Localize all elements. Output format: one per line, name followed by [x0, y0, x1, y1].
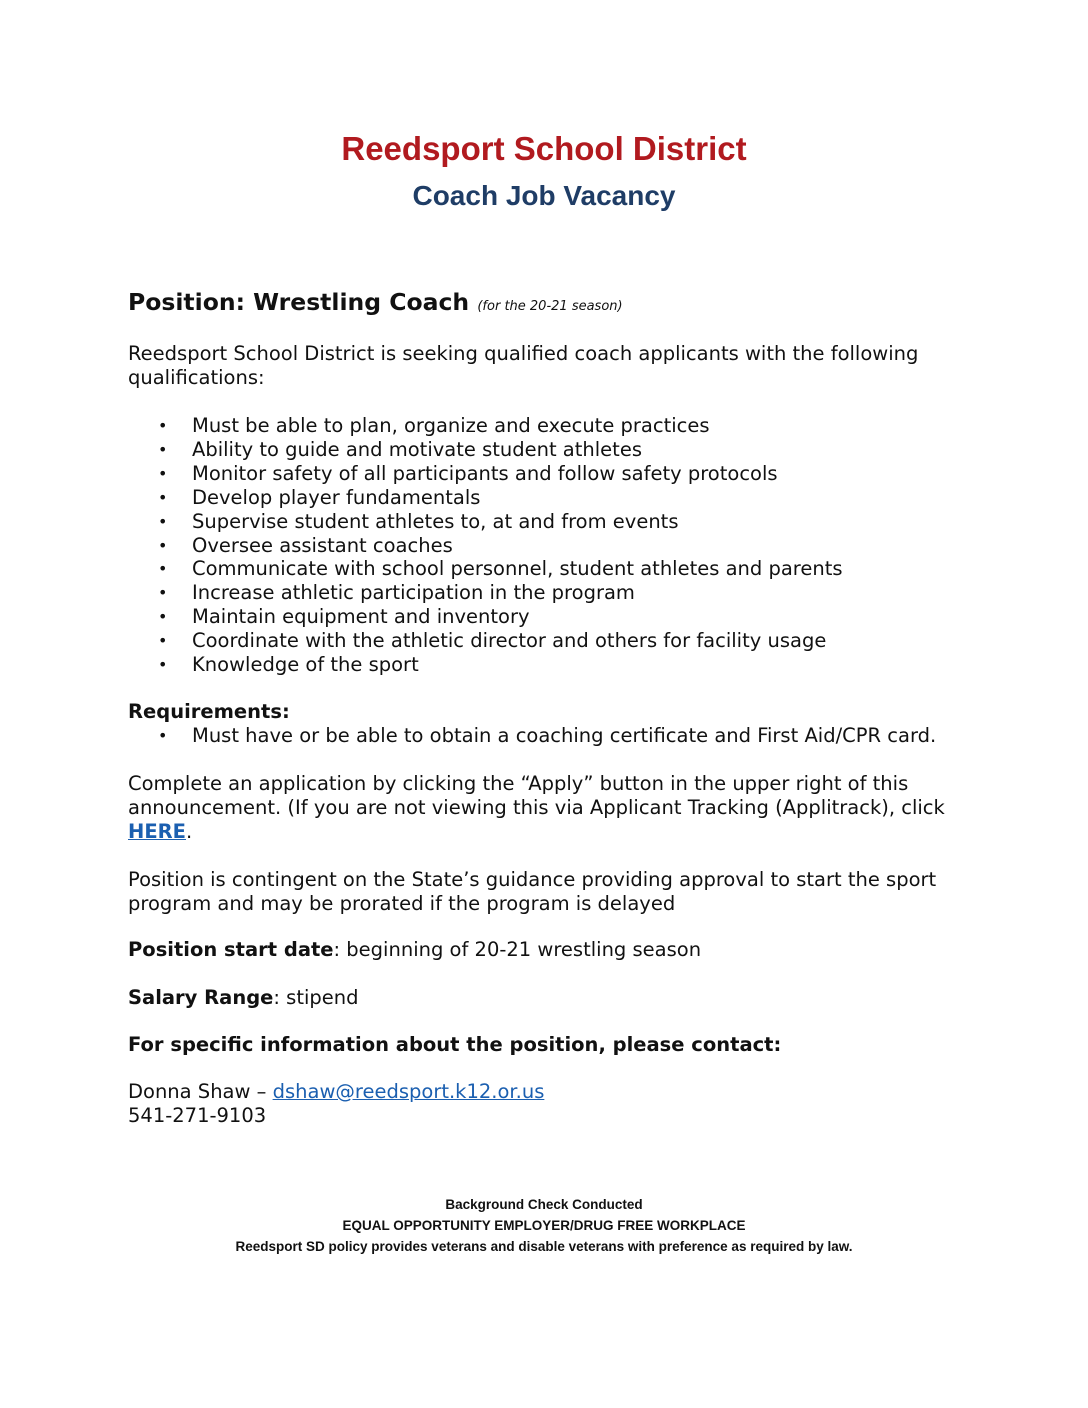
intro-paragraph: Reedsport School District is seeking qualified coach applicants with the following qualifications: [128, 342, 919, 389]
footer-line-1: Background Check Conducted [445, 1197, 643, 1212]
list-item: • Supervise student athletes to, at and from events [128, 510, 843, 534]
salary-value: : stipend [273, 986, 359, 1009]
footer [0, 1194, 1088, 1257]
list-item: • Must have or be able to obtain a coaching certificate and First Aid/CPR card. [128, 724, 936, 748]
list-item: • Communicate with school personnel, student athletes and parents [128, 557, 843, 581]
contact-email-link[interactable]: dshaw@reedsport.k12.or.us [272, 1080, 545, 1103]
contact-block [128, 1080, 968, 1128]
requirements-heading: Requirements: [128, 700, 290, 723]
district-title: Reedsport School District [341, 130, 747, 167]
contact-phone: 541-271-9103 [128, 1104, 267, 1127]
contact-heading: For specific information about the position, please contact: [128, 1033, 782, 1056]
apply-after: . [185, 820, 193, 843]
page-subtitle: Coach Job Vacancy [412, 180, 676, 211]
position-heading [128, 286, 968, 323]
footer-line-3: Reedsport SD policy provides veterans and disable veterans with preference as required by law. [235, 1239, 853, 1254]
start-date-label: Position start date [128, 938, 334, 961]
list-item: • Knowledge of the sport [128, 653, 843, 677]
list-item: • Develop player fundamentals [128, 486, 843, 510]
start-date-line [128, 938, 968, 962]
list-item: • Oversee assistant coaches [128, 534, 843, 558]
apply-here-link[interactable]: HERE [128, 820, 186, 843]
position-label: Position: Wrestling Coach [128, 288, 470, 316]
salary-line [128, 986, 968, 1010]
qualifications-list [128, 414, 843, 677]
apply-paragraph [128, 772, 968, 844]
list-item: • Maintain equipment and inventory [128, 605, 843, 629]
list-item: • Coordinate with the athletic director and others for facility usage [128, 629, 843, 653]
salary-label: Salary Range [128, 986, 274, 1009]
list-item: • Must be able to plan, organize and execute practices [128, 414, 843, 438]
list-item: • Ability to guide and motivate student athletes [128, 438, 843, 462]
start-date-value: : beginning of 20-21 wrestling season [333, 938, 702, 961]
list-item: • Increase athletic participation in the program [128, 581, 843, 605]
contact-name: Donna Shaw – [128, 1080, 273, 1103]
apply-text: Complete an application by clicking the “Apply” button in the upper right of this announcement. (If you are not viewing this via Applicant Tracking (Applitrack), click [128, 772, 945, 819]
list-item: • Monitor safety of all participants and follow safety protocols [128, 462, 843, 486]
footer-line-2: EQUAL OPPORTUNITY EMPLOYER/DRUG FREE WORKPLACE [342, 1218, 746, 1233]
contact-line [128, 1080, 968, 1104]
requirements-list [128, 724, 936, 748]
contingency-paragraph: Position is contingent on the State’s guidance providing approval to start the sport program and may be prorated if the program is delayed [128, 868, 937, 915]
season-note: (for the 20-21 season) [477, 299, 623, 314]
